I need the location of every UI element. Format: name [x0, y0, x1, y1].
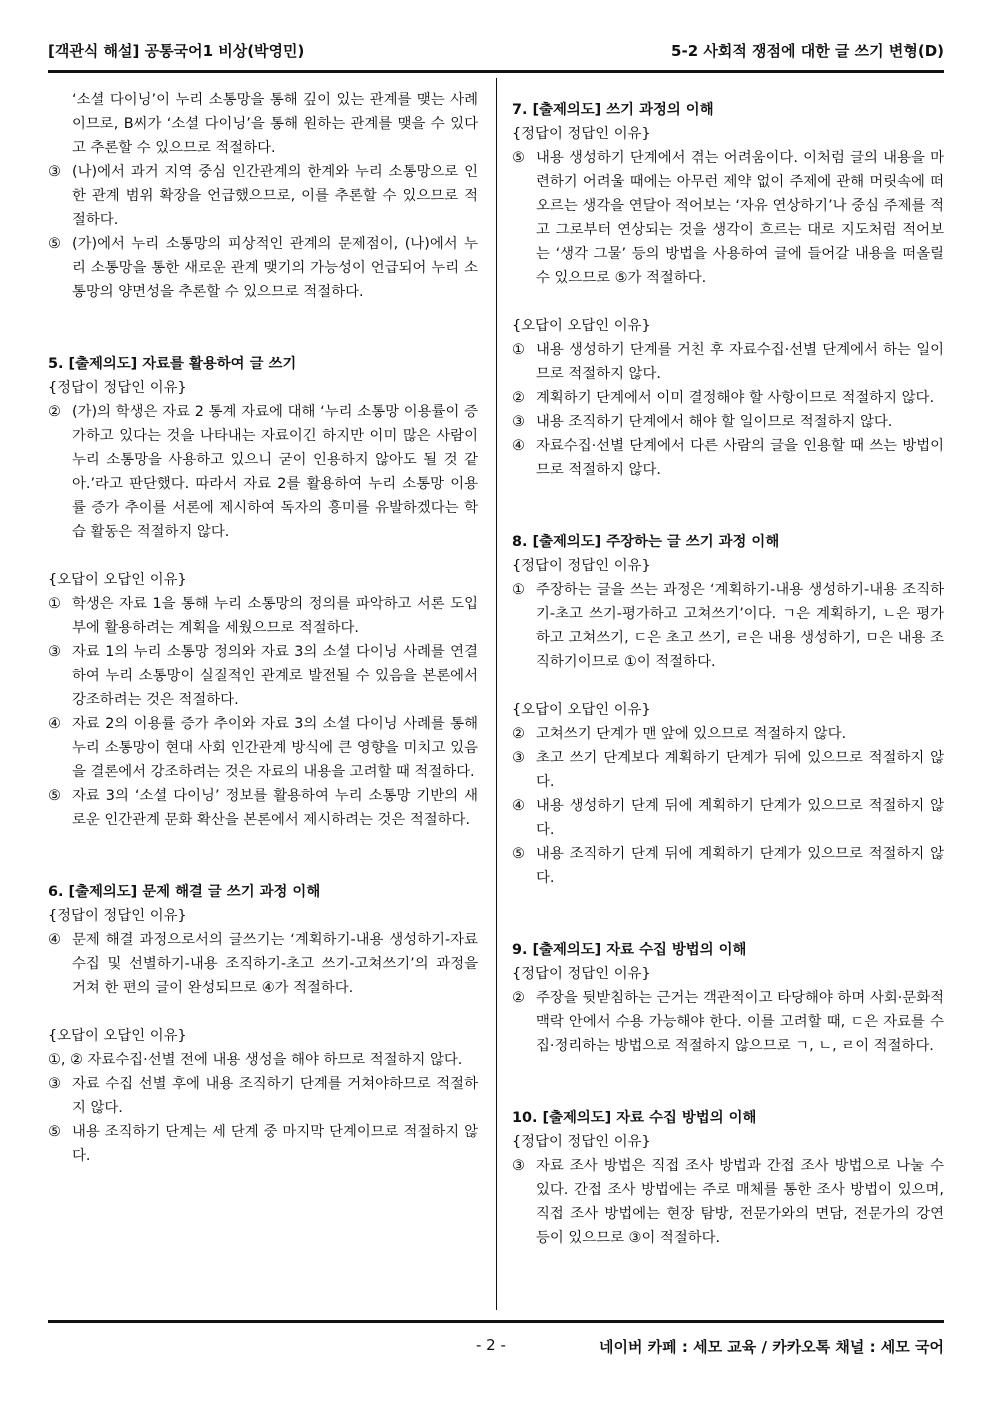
- header-section: 5-2 사회적 쟁점에 대한 글 쓰기 변형(D): [671, 42, 944, 60]
- item-text: 초고 쓰기 단계보다 계획하기 단계가 뒤에 있으므로 적절하지 않다.: [536, 750, 944, 790]
- item-text: 학생은 자료 1을 통해 누리 소통망의 정의를 파악하고 서론 도입부에 활용하려는 계획을 세웠으므로 적절하다.: [72, 596, 478, 636]
- answer-item: [512, 722, 944, 746]
- footer-rule: [48, 1320, 944, 1323]
- item-number: ④: [512, 798, 525, 814]
- item-number: ①: [512, 582, 525, 598]
- item-text: (가)에서 누리 소통망의 피상적인 관계의 문제점이, (나)에서 누리 소통망을 통한 새로운 관계 맺기의 가능성이 언급되어 누리 소통망의 양면성을 추론할 수 있으므로 적절하다.: [72, 236, 478, 300]
- item-number: ③: [48, 644, 61, 660]
- question-title: 6. [출제의도] 문제 해결 글 쓰기 과정 이해: [48, 884, 321, 900]
- item-text: 계획하기 단계에서 이미 결정해야 할 사항이므로 적절하지 않다.: [536, 390, 935, 406]
- answer-item: [48, 784, 478, 832]
- item-text: 내용 생성하기 단계에서 겪는 어려움이다. 이처럼 글의 내용을 마련하기 어려울 때에는 아무런 제약 없이 주제에 관해 머릿속에 떠오르는 생각을 연달아 적어보는 ‘자유 연상하기’나 중심 주제를 적고 그로부터 연상되는 것을 생각이 흐르는 대로 지도처럼 적어보는 ‘생각 그물’ 등의 방법을 사용하여 글에 들어갈 내용을 떠올릴 수 있으므로 ⑤가 적절하다.: [536, 150, 944, 286]
- answer-item: [512, 434, 944, 482]
- item-number: ①: [48, 596, 61, 612]
- item-text: 자료수집·선별 단계에서 다른 사람의 글을 인용할 때 쓰는 방법이므로 적절하지 않다.: [536, 438, 944, 478]
- item-number: ④: [48, 716, 61, 732]
- answer-item: [512, 338, 944, 386]
- item-text: 내용 조직하기 단계 뒤에 계획하기 단계가 있으므로 적절하지 않다.: [536, 846, 944, 886]
- answer-item: [512, 386, 944, 410]
- continued-text: ‘소셜 다이닝’이 누리 소통망을 통해 깊이 있는 관계를 맺는 사례이므로, B씨가 ‘소셜 다이닝’을 통해 원하는 관계를 맺을 수 있다고 추론할 수 있으므로 적절하다.: [72, 92, 478, 156]
- item-text: 고쳐쓰기 단계가 맨 앞에 있으므로 적절하지 않다.: [536, 726, 847, 742]
- correct-label: {정답이 정답인 이유}: [512, 1134, 651, 1150]
- answer-item: [48, 1072, 478, 1120]
- answer-item: [48, 928, 478, 1000]
- item-number: ④: [48, 932, 61, 948]
- item-text: 문제 해결 과정으로서의 글쓰기는 ‘계획하기-내용 생성하기-자료 수집 및 선별하기-내용 조직하기-초고 쓰기-고쳐쓰기’의 과정을 거쳐 한 편의 글이 완성되므로 ④가 적절하다.: [72, 932, 478, 996]
- answer-item: [512, 746, 944, 794]
- item-text: (가)의 학생은 자료 2 통계 자료에 대해 ‘누리 소통망 이용률이 증가하고 있다는 것을 나타내는 자료이긴 하지만 이미 많은 사람이 누리 소통망을 사용하고 있으니 굳이 인용하지 않아도 될 것 같아.’라고 판단했다. 따라서 자료 2를 활용하여 누리 소통망 이용률 증가 추이를 서론에 제시하여 독자의 흥미를 유발하겠다는 학습 활동은 적절하지 않다.: [72, 404, 478, 540]
- item-number: ②: [512, 726, 525, 742]
- item-number: ⑤: [48, 1124, 61, 1140]
- correct-label: {정답이 정답인 이유}: [512, 558, 651, 574]
- item-number: ⑤: [48, 788, 61, 804]
- item-number: ②: [512, 390, 525, 406]
- item-number: ③: [512, 1158, 525, 1174]
- item-number: ④: [512, 438, 525, 454]
- column-divider: [496, 78, 497, 1310]
- correct-label: {정답이 정답인 이유}: [512, 126, 651, 142]
- wrong-label: {오답이 오답인 이유}: [512, 702, 651, 718]
- answer-item: [48, 592, 478, 640]
- question-title: 7. [출제의도] 쓰기 과정의 이해: [512, 102, 714, 118]
- item-number: ③: [512, 750, 525, 766]
- answer-item: [48, 400, 478, 544]
- item-text: 주장하는 글을 쓰는 과정은 ‘계획하기-내용 생성하기-내용 조직하기-초고 쓰기-평가하고 고쳐쓰기’이다. ㄱ은 계획하기, ㄴ은 평가하고 고쳐쓰기, ㄷ은 초고 쓰기, ㄹ은 내용 생성하기, ㅁ은 내용 조직하기이므로 ①이 적절하다.: [536, 582, 944, 670]
- item-text: 자료수집·선별 전에 내용 생성을 해야 하므로 적절하지 않다.: [87, 1052, 463, 1068]
- item-number: ③: [48, 1076, 61, 1092]
- answer-item: [48, 1048, 478, 1072]
- answer-item: [48, 640, 478, 712]
- answer-item: [512, 1154, 944, 1250]
- correct-label: {정답이 정답인 이유}: [48, 908, 187, 924]
- answer-item: [48, 232, 478, 304]
- right-column: [512, 88, 944, 1250]
- item-text: 내용 생성하기 단계를 거친 후 자료수집·선별 단계에서 하는 일이므로 적절하지 않다.: [536, 342, 944, 382]
- item-number: ②: [512, 990, 525, 1006]
- item-number: ⑤: [512, 150, 525, 166]
- answer-item: [48, 160, 478, 232]
- item-number: ①: [512, 342, 525, 358]
- item-number: ③: [48, 164, 61, 180]
- correct-label: {정답이 정답인 이유}: [512, 966, 651, 982]
- question-title: 8. [출제의도] 주장하는 글 쓰기 과정 이해: [512, 534, 780, 550]
- item-number: ③: [512, 414, 525, 430]
- item-text: 내용 조직하기 단계에서 해야 할 일이므로 적절하지 않다.: [536, 414, 893, 430]
- left-column: [48, 88, 478, 1168]
- item-text: 자료 2의 이용률 증가 추이와 자료 3의 소셜 다이닝 사례를 통해 누리 소통망이 현대 사회 인간관계 방식에 큰 영향을 미치고 있음을 결론에서 강조하려는 것은 자료의 내용을 고려할 때 적절하다.: [72, 716, 478, 780]
- item-text: 자료 1의 누리 소통망 정의와 자료 3의 소셜 다이닝 사례를 연결하여 누리 소통망이 실질적인 관계로 발전될 수 있음을 본론에서 강조하려는 것은 적절하다.: [72, 644, 478, 708]
- item-text: (나)에서 과거 지역 중심 인간관계의 한계와 누리 소통망으로 인한 관계 범위 확장을 언급했으므로, 이를 추론할 수 있으므로 적절하다.: [72, 164, 478, 228]
- answer-item: [48, 712, 478, 784]
- answer-item: [512, 146, 944, 290]
- answer-item: [512, 578, 944, 674]
- wrong-label: {오답이 오답인 이유}: [512, 318, 651, 334]
- header-rule: [48, 70, 944, 73]
- item-text: 자료 3의 ‘소셜 다이닝’ 정보를 활용하여 누리 소통망 기반의 새로운 인간관계 문화 확산을 본론에서 제시하려는 것은 적절하다.: [72, 788, 478, 828]
- footer-channel: 네이버 카페 : 세모 교육 / 카카오톡 채널 : 세모 국어: [598, 1338, 944, 1356]
- page-number: - 2 -: [476, 1336, 506, 1354]
- answer-item: [512, 410, 944, 434]
- page-header: [48, 40, 944, 68]
- item-number: ①, ②: [48, 1052, 83, 1068]
- answer-item: [512, 986, 944, 1058]
- wrong-label: {오답이 오답인 이유}: [48, 572, 187, 588]
- item-text: 자료 조사 방법은 직접 조사 방법과 간접 조사 방법으로 나눌 수 있다. 간접 조사 방법에는 주로 매체를 통한 조사 방법이 있으며, 직접 조사 방법에는 현장 탐방, 전문가와의 면담, 전문가의 강연 등이 있으므로 ③이 적절하다.: [536, 1158, 944, 1246]
- wrong-label: {오답이 오답인 이유}: [48, 1028, 187, 1044]
- question-title: 10. [출제의도] 자료 수집 방법의 이해: [512, 1110, 757, 1126]
- item-text: 내용 생성하기 단계 뒤에 계획하기 단계가 있으므로 적절하지 않다.: [536, 798, 944, 838]
- answer-item: [512, 794, 944, 842]
- item-text: 주장을 뒷받침하는 근거는 객관적이고 타당해야 하며 사회·문화적 맥락 안에서 수용 가능해야 한다. 이를 고려할 때, ㄷ은 자료를 수집·정리하는 방법으로 적절하지 않으므로 ㄱ, ㄴ, ㄹ이 적절하다.: [536, 990, 944, 1054]
- question-title: 9. [출제의도] 자료 수집 방법의 이해: [512, 942, 747, 958]
- item-number: ⑤: [48, 236, 61, 252]
- item-number: ②: [48, 404, 61, 420]
- item-text: 내용 조직하기 단계는 세 단계 중 마지막 단계이므로 적절하지 않다.: [72, 1124, 478, 1164]
- header-title: [객관식 해설] 공통국어1 비상(박영민): [48, 42, 305, 60]
- question-title: 5. [출제의도] 자료를 활용하여 글 쓰기: [48, 356, 297, 372]
- correct-label: {정답이 정답인 이유}: [48, 380, 187, 396]
- answer-item: [512, 842, 944, 890]
- item-number: ⑤: [512, 846, 525, 862]
- answer-item: [48, 1120, 478, 1168]
- item-text: 자료 수집 선별 후에 내용 조직하기 단계를 거쳐야하므로 적절하지 않다.: [72, 1076, 478, 1116]
